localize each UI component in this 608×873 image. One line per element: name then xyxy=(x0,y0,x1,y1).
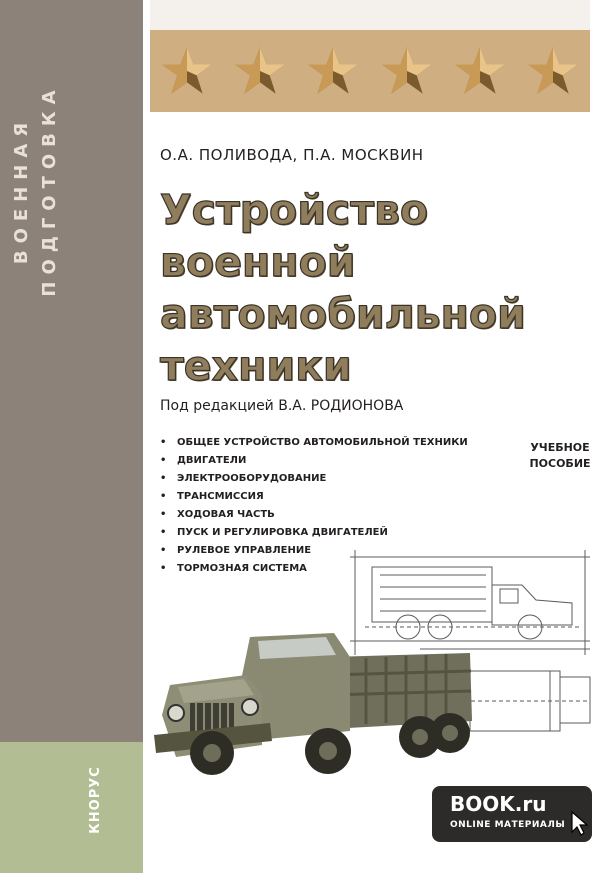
bullet-icon: • xyxy=(160,491,167,502)
series-line-2: ПОДГОТОВКА xyxy=(39,83,60,297)
star-icon xyxy=(526,44,580,98)
bullet-icon: • xyxy=(160,473,167,484)
star-icon xyxy=(380,44,434,98)
list-item: • ТРАНСМИССИЯ xyxy=(160,488,468,506)
textbook-stamp xyxy=(520,440,600,472)
badge-title: BOOK.ru xyxy=(450,792,547,816)
list-item: • ТОРМОЗНАЯ СИСТЕМА xyxy=(160,560,468,578)
series-label xyxy=(8,40,128,340)
title-line-2: военной xyxy=(160,238,356,286)
publisher-logo xyxy=(88,760,128,840)
bullet-icon: • xyxy=(160,509,167,520)
cursor-icon xyxy=(570,810,590,836)
editor-credit: Под редакцией В.А. РОДИОНОВА xyxy=(160,398,404,414)
list-item: • ХОДОВАЯ ЧАСТЬ xyxy=(160,506,468,524)
series-line-1: ВОЕННАЯ xyxy=(11,115,32,265)
bookru-badge[interactable] xyxy=(432,786,592,842)
list-item: • ОБЩЕЕ УСТРОЙСТВО АВТОМОБИЛЬНОЙ ТЕХНИКИ xyxy=(160,434,468,452)
top-strip xyxy=(150,0,590,30)
stars-band xyxy=(150,30,590,112)
title-line-3: автомобильной xyxy=(160,290,526,338)
bullet-icon: • xyxy=(160,527,167,538)
list-item: • РУЛЕВОЕ УПРАВЛЕНИЕ xyxy=(160,542,468,560)
star-icon xyxy=(233,44,287,98)
book-title xyxy=(160,184,590,392)
publisher-name: КНОРУС xyxy=(88,766,103,834)
title-line-1: Устройство xyxy=(160,186,429,234)
list-item: • ДВИГАТЕЛИ xyxy=(160,452,468,470)
list-item: • ПУСК И РЕГУЛИРОВКА ДВИГАТЕЛЕЙ xyxy=(160,524,468,542)
authors: О.А. ПОЛИВОДА, П.А. МОСКВИН xyxy=(160,146,424,164)
bullet-icon: • xyxy=(160,545,167,556)
star-icon xyxy=(453,44,507,98)
star-icon xyxy=(160,44,214,98)
bullet-icon: • xyxy=(160,563,167,574)
bullet-icon: • xyxy=(160,437,167,448)
truck-illustration xyxy=(150,545,598,775)
title-line-4: техники xyxy=(160,342,352,390)
star-icon xyxy=(306,44,360,98)
badge-subtitle: ONLINE МАТЕРИАЛЫ xyxy=(450,820,566,830)
list-item: • ЭЛЕКТРООБОРУДОВАНИЕ xyxy=(160,470,468,488)
stamp-line-1: УЧЕБНОЕ xyxy=(530,441,590,454)
truck-drawing xyxy=(154,633,472,775)
bullet-icon: • xyxy=(160,455,167,466)
stamp-line-2: ПОСОБИЕ xyxy=(529,457,591,470)
